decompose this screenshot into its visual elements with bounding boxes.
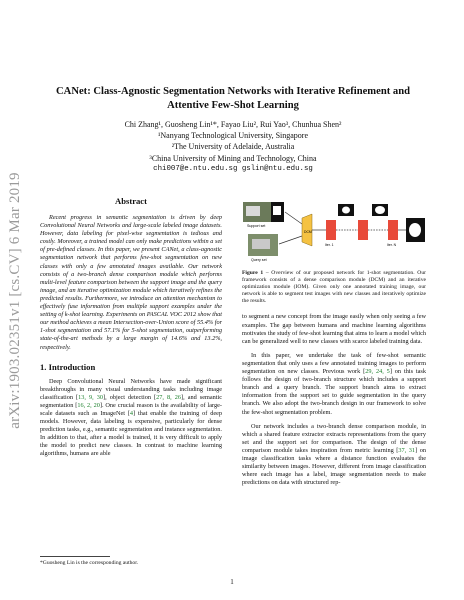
footnote: *Guosheng Lin is the corresponding author. [40,560,139,566]
author-emails: chi007@e.ntu.edu.sg gslin@ntu.edu.sg [153,164,313,173]
intro-text-d: ]. One crucial reason is the availability of large-scale datasets such as ImageNet [ [40,401,222,417]
intro-text-e: ] that enable the training of deep models. However, data labeling is expensive, particularly for dense prediction tasks, e.g., semantic segmentation and instance segmentation. In addition to that, after a model is trained, it is very difficult to apply the model to predict new classes. In contrast to machine learning algorithms, humans are able [40,409,222,458]
dcm-label: DCM [304,230,312,234]
title-line-1: CANet: Class-Agnostic Segmentation Networks with Iterative Refinement and [56,86,410,97]
iom-block-n [388,220,398,240]
intro-paragraph-1 [40,378,222,459]
intro-heading: 1. Introduction [40,361,96,372]
figure-1-label: Figure 1 [242,270,264,276]
query-object [252,239,270,249]
arrow-query [279,236,302,244]
page-number: 1 [230,578,234,586]
final-mask-fg [409,223,421,237]
affiliation-2: ²The University of Adelaide, Australia [171,142,295,152]
pred-mask-1-fg [342,207,350,214]
abstract-text: Recent progress in semantic segmentation is driven by deep Convolutional Neural Networks and large-scale labeled image datasets. However, data labeling for pixel-wise segmentation is tedious and costly. Moreover, a trained model can only make predictions within a set of pre-defined classes. In this paper, we present CANet, a class-agnostic segmentation network that performs few-shot segmentation on new classes with only a few annotated images available. Our network consists of a two-branch dense comparison module which performs multi-level feature comparison between the support image and the query image, and an iterative optimization module which iteratively refines the predicted results. Furthermore, we introduce an attention mechanism to effectively fuse information from multiple support examples under the setting of k-shot learning. Experiments on PASCAL VOC 2012 show that our method achieves a mean Intersection-over-Union score of 55.4% for 1-shot segmentation and 57.1% for 5-shot segmentation, outperforming state-of-the-art methods by a large margin of 14.6% and 13.2%, respectively. [40,214,222,351]
right-paragraph-3 [242,423,426,488]
arrow-support [285,212,302,224]
intro-text-c: ], and semantic segmentation [ [40,393,223,409]
affiliation-3: ³China University of Mining and Technology, China [149,153,317,163]
figure-1-caption-text: – Overview of our proposed network for 1-shot segmentation. Our framework consists of a dense comparison module (DCM) and an iterative optimization module (IOM). Given only one annotated training image, our network is able to segment test images with new classes and iteratively optimize the results. [242,270,426,305]
footnote-rule [40,556,110,557]
pred-mask-2-fg [375,206,385,214]
citation-link[interactable]: 27, 8, 26 [156,393,182,401]
right-p2-text-a: In this paper, we undertake the task of few-shot semantic segmentation that only uses a few annotated training images to perform segmentation on new classes. Previous work [ [242,351,426,376]
iom-block-2 [358,220,368,240]
title-line-2: Attentive Few-Shot Learning [167,100,299,111]
support-object [246,206,260,216]
intro-text-a: Deep Convolutional Neural Networks have made significant breakthroughs in many visual understanding tasks including image classification [ [40,377,222,401]
citation-link[interactable]: 16, 2, 20 [77,401,100,409]
citation-link[interactable]: 29, 24, 5 [365,368,390,376]
right-p2-text-b: ] on this task follows the design of two-branch structure which includes a support branch and a query branch. The support branch aims to extract information from the support set to guide segmentation in the query branch. We also adopt the two-branch design in our framework to solve the few-shot segmentation problem. [242,368,426,416]
iom-label-n: Iter. N [387,243,397,247]
figure-1-caption [242,270,426,305]
citation-link[interactable]: 13, 9, 30 [78,393,104,401]
right-column [242,196,426,493]
support-mask-fg [273,206,281,215]
paper-title [40,85,426,113]
figure-1 [242,196,426,264]
support-label: Support set [247,224,266,228]
query-label: Query set [251,258,267,262]
right-p3-text-b: ] on image classification tasks where a distance function evaluates the similarity between images. However, different from image classification where each image has a label, image segmentation needs to make predictions on data with structured rep- [242,446,426,487]
arxiv-id-text: arXiv:1903.02351v1 [cs.CV] 6 Mar 2019 [6,171,23,429]
figure-1-diagram [242,196,426,264]
affiliation-1: ¹Nanyang Technological University, Singapore [157,131,309,141]
arxiv-sidebar-id [6,150,24,450]
iom-label-1: Iter. 1 [325,243,334,247]
iom-block-1 [326,220,336,240]
intro-text-b: ], object detection [ [103,393,157,401]
left-column [40,196,222,465]
abstract-heading: Abstract [115,196,147,206]
author-names: Chi Zhang¹, Guosheng Lin¹*, Fayao Liu², Rui Yao³, Chunhua Shen² [124,120,342,129]
citation-link[interactable]: 37, 31 [398,446,416,454]
citation-link[interactable]: 4 [129,409,134,417]
right-paragraph-2 [242,352,426,417]
right-paragraph-1: to segment a new concept from the image easily when only seeing a few examples. The gap between humans and machine learning algorithms motivates the study of few-shot learning that aims to learn a model which can be generalized well to new classes with scarce labeled training data. [242,313,426,345]
author-block [40,119,426,175]
right-p3-text-a: Our network includes a two-branch dense comparison module, in which a shared feature extractor extracts representations from the query set and the support set for comparison. The design of the dense comparison module takes inspiration from metric learning [ [242,422,426,454]
